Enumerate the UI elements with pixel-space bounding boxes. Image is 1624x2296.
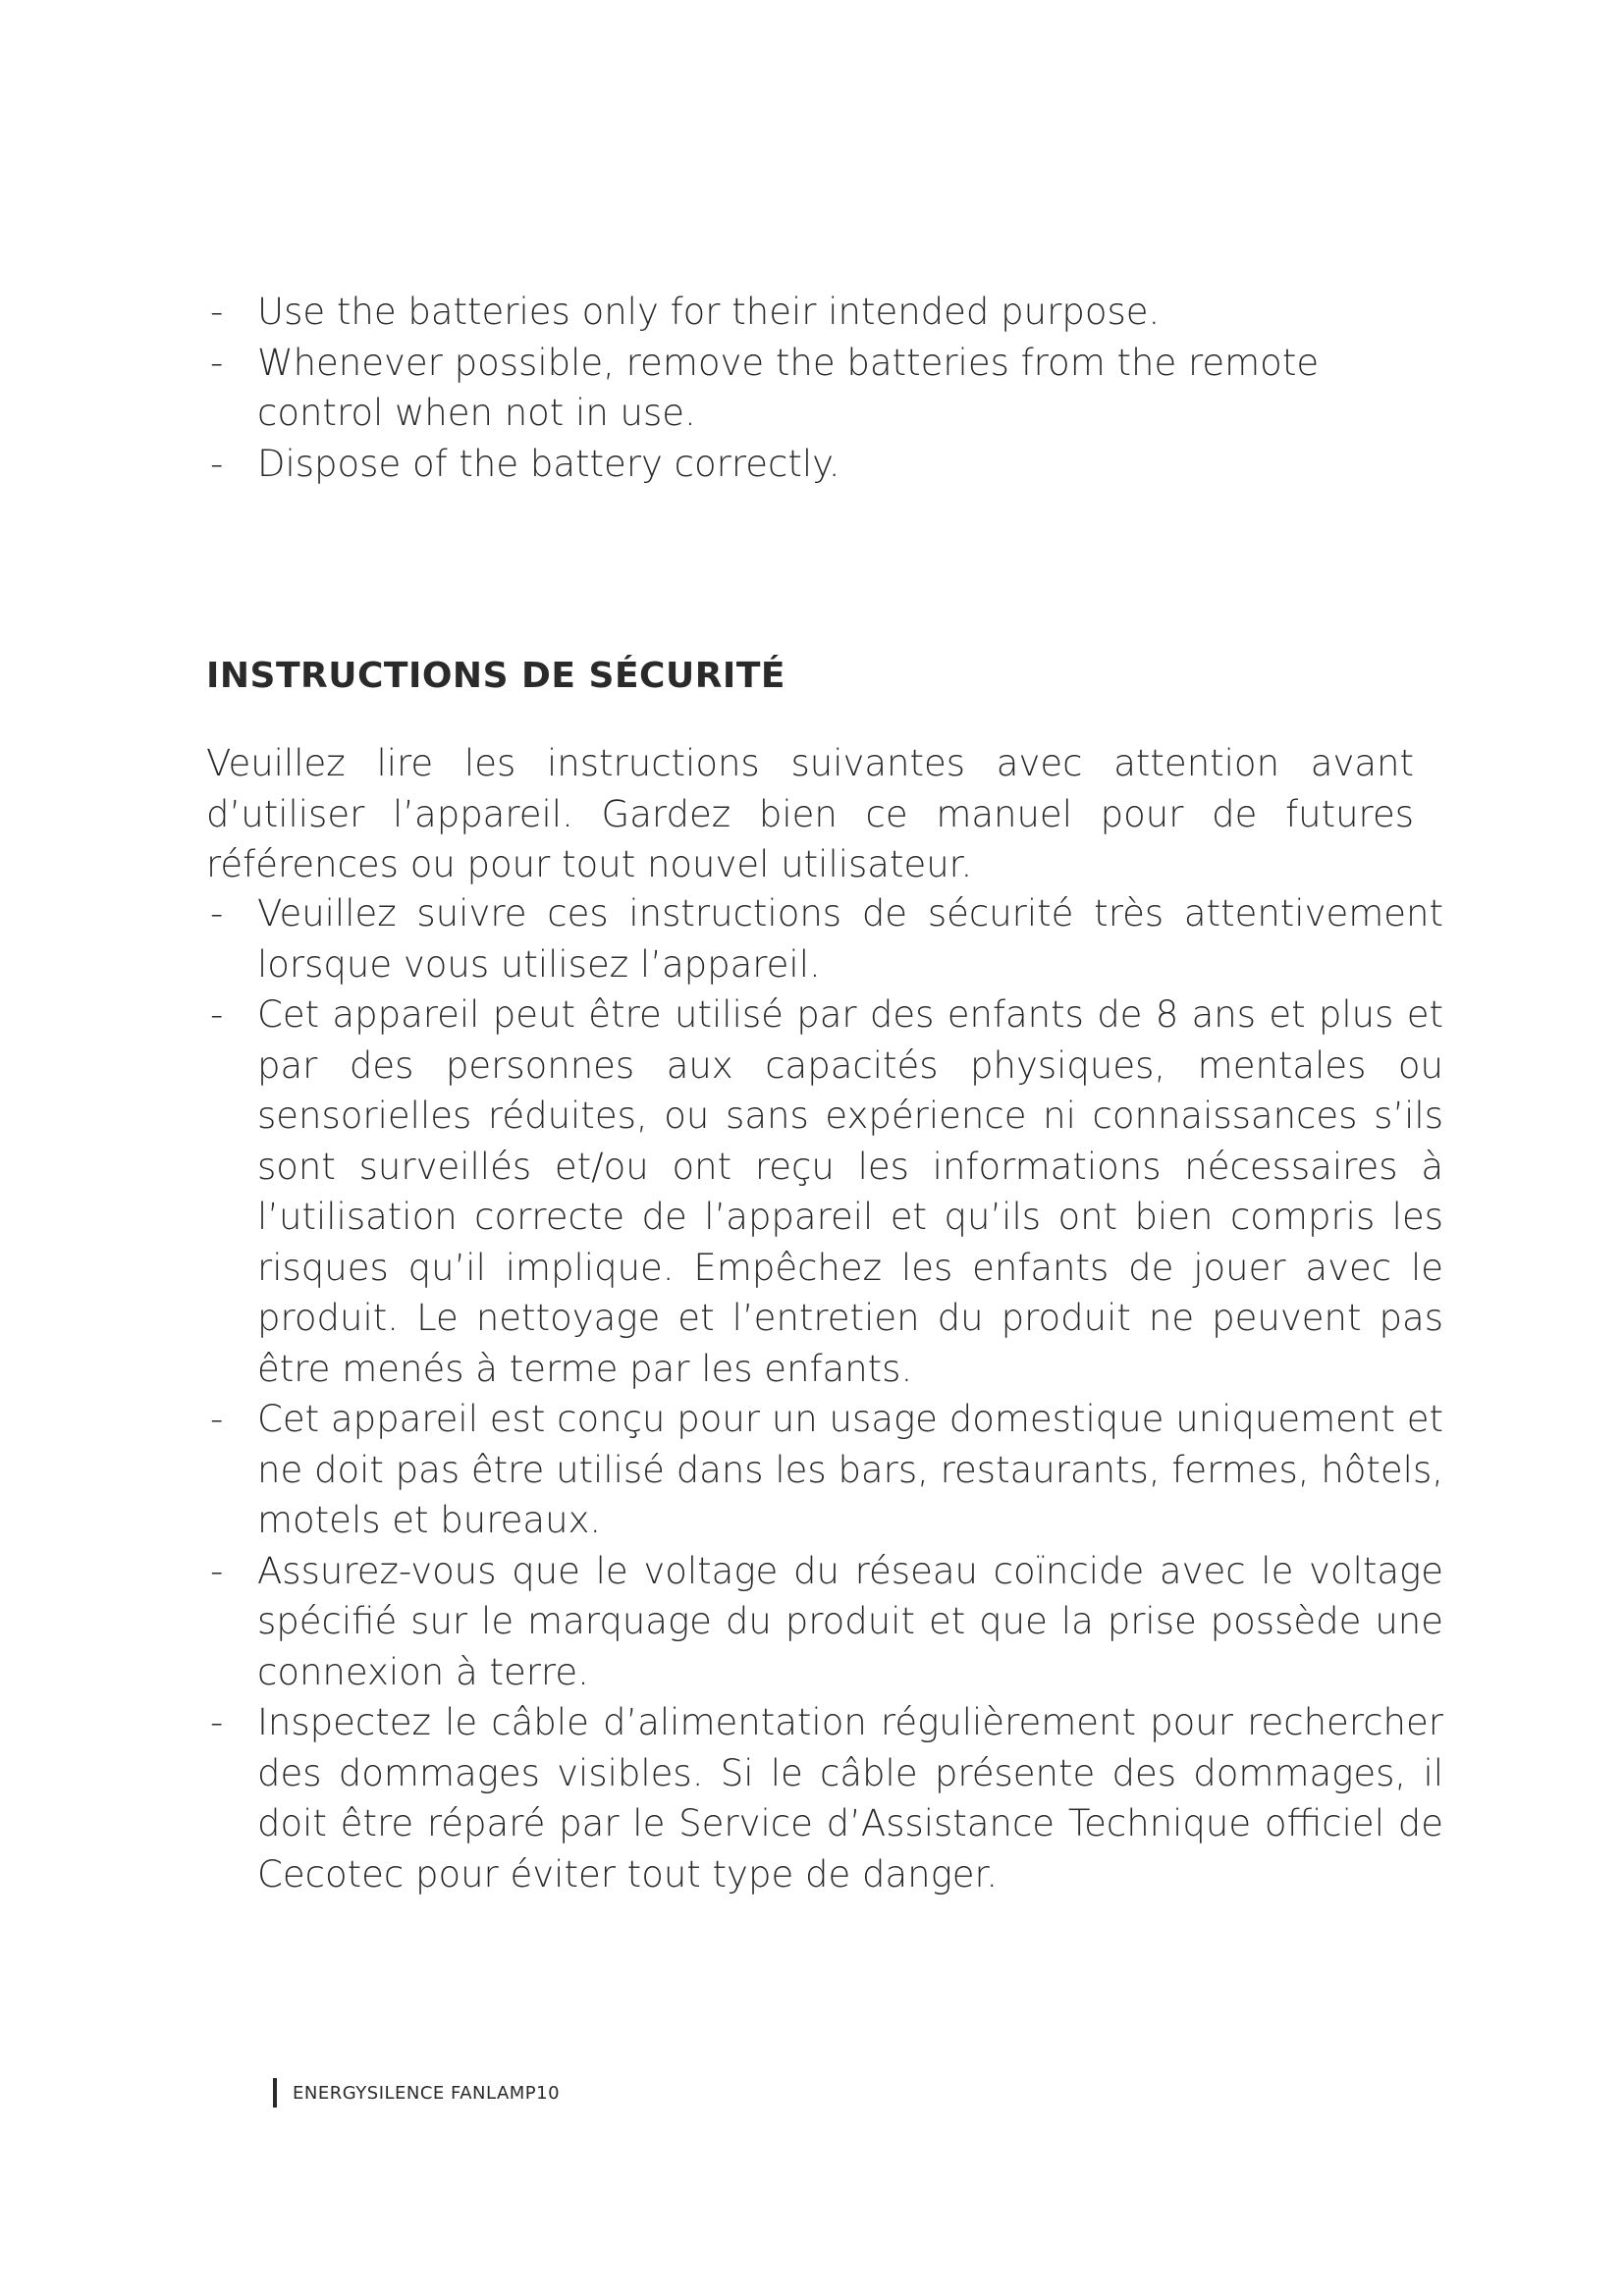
list-item: - Veuillez suivre ces instructions de sécurité très attentivement lorsque vous utilisez l’appareil. <box>206 888 1443 989</box>
list-item: - Cet appareil est conçu pour un usage domestique uniquement et ne doit pas être utilisé dans les bars, restaurants, fermes, hôtels, motels et bureaux. <box>206 1394 1443 1546</box>
footer-divider <box>273 2078 277 2108</box>
footer-product-name: ENERGYSILENCE FANLAMP10 <box>293 2082 561 2104</box>
list-item: - Assurez-vous que le voltage du réseau coïncide avec le voltage spécifié sur le marquage du produit et que la prise possède une connexion à terre. <box>206 1546 1443 1698</box>
safety-instructions-list <box>206 888 1443 1899</box>
intro-paragraph: Veuillez lire les instructions suivantes avec attention avant d’utiliser l’appareil. Gardez bien ce manuel pour de futures références ou pour tout nouvel utilisateur. <box>206 742 1414 885</box>
section-title: INSTRUCTIONS DE SÉCURITÉ <box>206 656 785 696</box>
list-item: - Whenever possible, remove the batteries from the remote control when not in use. <box>206 338 1453 439</box>
list-item: - Dispose of the battery correctly. <box>206 439 1453 490</box>
page-footer <box>273 2078 560 2108</box>
list-item: - Cet appareil peut être utilisé par des enfants de 8 ans et plus et par des personnes aux capacités physiques, mentales ou sensorielles réduites, ou sans expérience ni connaissances s’ils sont surveillés et/ou ont reçu les informations nécessaires à l’utilisation correcte de l’appareil et qu’ils ont bien compris les risques qu’il implique. Empêchez les enfants de jouer avec le produit. Le nettoyage et l’entretien du produit ne peuvent pas être menés à terme par les enfants. <box>206 989 1443 1394</box>
list-item: - Use the batteries only for their intended purpose. <box>206 287 1453 338</box>
list-item: - Inspectez le câble d’alimentation régulièrement pour rechercher des dommages visibles. Si le câble présente des dommages, il doit être réparé par le Service d’Assistance Technique officiel de Cecotec pour éviter tout type de danger. <box>206 1697 1443 1899</box>
battery-instructions-list <box>206 287 1453 489</box>
